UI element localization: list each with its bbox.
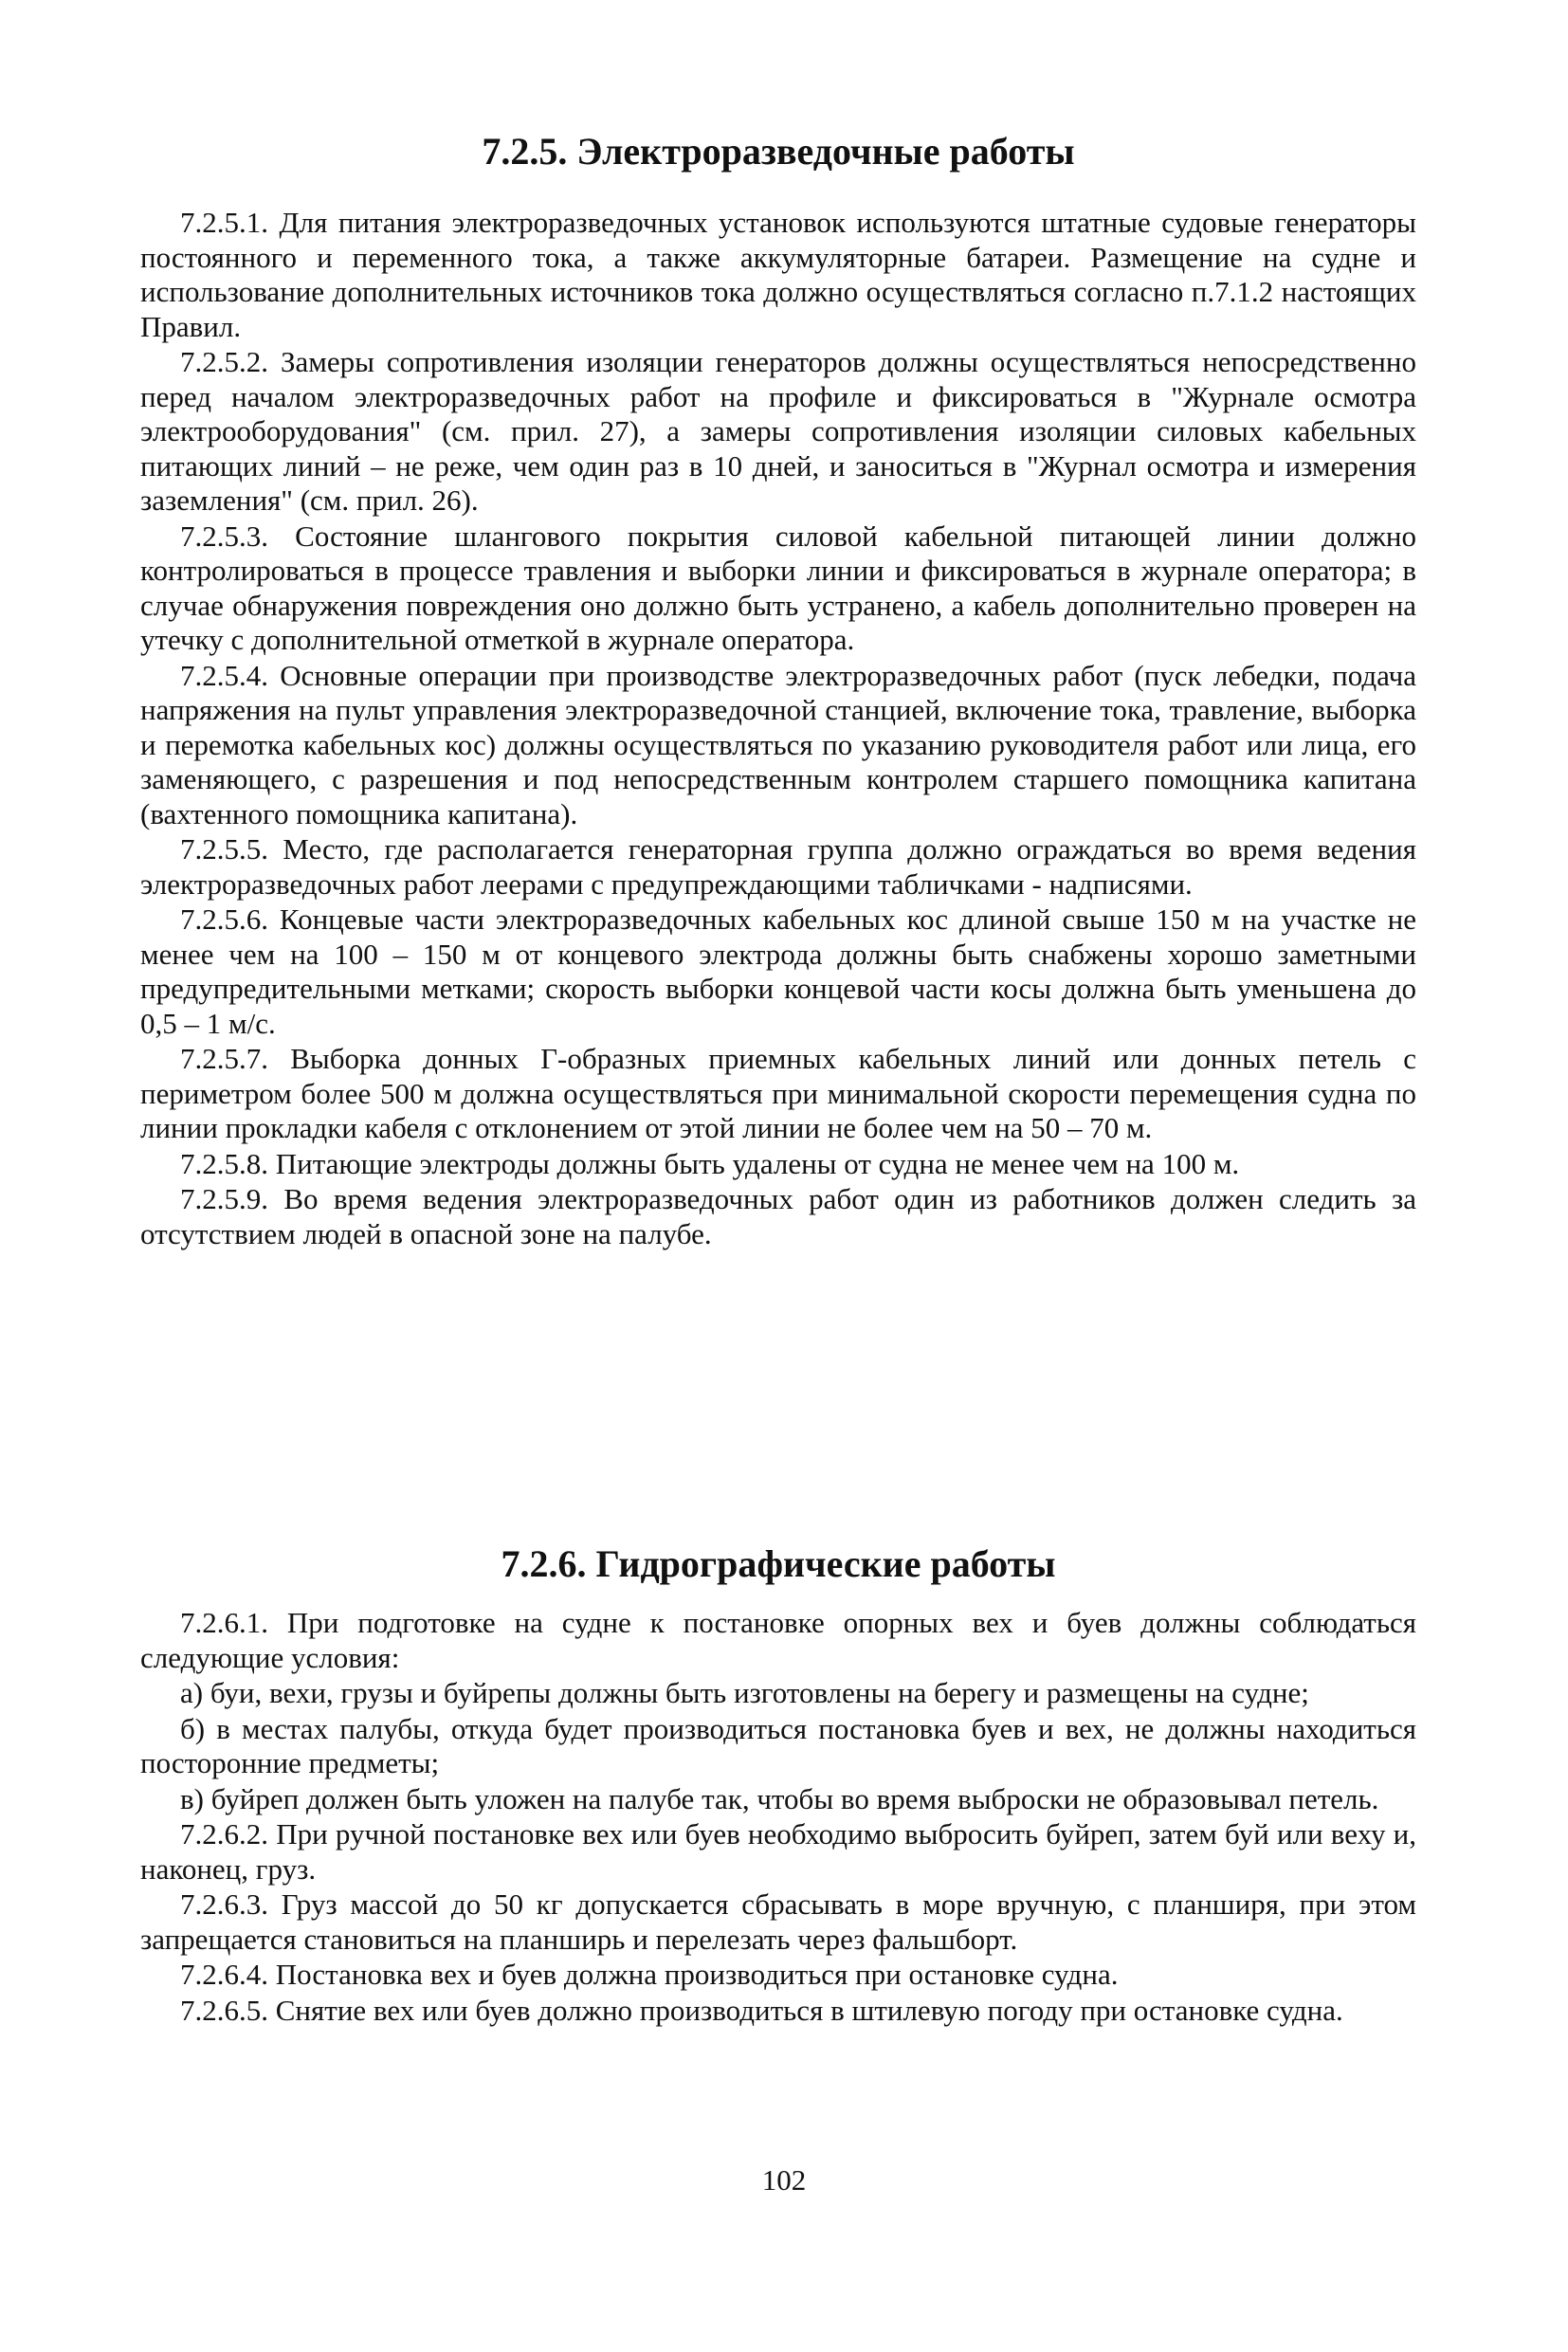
paragraph-7-2-6-5: 7.2.6.5. Снятие вех или буев должно производиться в штилевую погоду при остановке судна.	[180, 1993, 1343, 2027]
section-title: 7.2.5. Электроразведочные работы	[482, 130, 1075, 173]
paragraph-7-2-6-1: 7.2.6.1. При подготовке на судне к постановке опорных вех и буев должны соблюдаться следующие условия:	[140, 1606, 1416, 1674]
paragraph-7-2-6-2: 7.2.6.2. При ручной постановке вех или буев необходимо выбросить буйреп, затем буй или веху и, наконец, груз.	[140, 1817, 1416, 1886]
paragraph-7-2-5-4: 7.2.5.4. Основные операции при производстве электроразведочных работ (пуск лебедки, подача напряжения на пульт управления электроразведочной станцией, включение тока, травление, выборка и перемотка кабельных кос) должны осуществляться по указанию руководителя работ или лица, его заменяющего, с разрешения и под непосредственным контролем старшего помощника капитана (вахтенного помощника капитана).	[140, 658, 1416, 830]
paragraph-7-2-5-3: 7.2.5.3. Состояние шлангового покрытия силовой кабельной питающей линии должно контролироваться в процессе травления и выборки линии и фиксироваться в журнале оператора; в случае обнаружения повреждения оно должно быть устранено, а кабель дополнительно проверен на утечку с дополнительной отметкой в журнале оператора.	[140, 519, 1416, 656]
paragraph-7-2-5-5: 7.2.5.5. Место, где располагается генераторная группа должно ограждаться во время ведения электроразведочных работ леерами с предупреждающими табличками - надписями.	[140, 832, 1416, 901]
paragraph-7-2-5-1: 7.2.5.1. Для питания электроразведочных установок используются штатные судовые генераторы постоянного и переменного тока, а также аккумуляторные батареи. Размещение на судне и использование дополнительных источников тока должно осуществляться согласно п.7.1.2 настоящих Правил.	[140, 206, 1416, 343]
paragraph-7-2-5-8: 7.2.5.8. Питающие электроды должны быть удалены от судна не менее чем на 100 м.	[180, 1146, 1240, 1180]
list-item-a: а) буи, вехи, грузы и буйрепы должны быть изготовлены на берегу и размещены на судне;	[180, 1676, 1309, 1709]
page-number: 102	[761, 2163, 807, 2197]
paragraph-7-2-5-9: 7.2.5.9. Во время ведения электроразведочных работ один из работников должен следить за отсутствием людей в опасной зоне на палубе.	[140, 1182, 1416, 1250]
list-item-b: б) в местах палубы, откуда будет производиться постановка буев и вех, не должны находиться посторонние предметы;	[140, 1711, 1416, 1779]
paragraph-7-2-6-3: 7.2.6.3. Груз массой до 50 кг допускается сбрасывать в море вручную, с планширя, при этом запрещается становиться на планширь и перелезать через фальшборт.	[140, 1887, 1416, 1956]
list-item-v: в) буйреп должен быть уложен на палубе так, чтобы во время выброски не образовывал петель.	[180, 1781, 1379, 1815]
section-7-2-6	[140, 1541, 1416, 2028]
paragraph-7-2-5-7: 7.2.5.7. Выборка донных Г-образных приемных кабельных линий или донных петель с периметром более 500 м должна осуществляться при минимальной скорости перемещения судна по линии прокладки кабеля с отклонением от этой линии не более чем на 50 – 70 м.	[140, 1042, 1416, 1144]
section-7-2-5	[140, 129, 1416, 1251]
paragraph-7-2-5-2: 7.2.5.2. Замеры сопротивления изоляции генераторов должны осуществляться непосредственно перед началом электроразведочных работ на профиле и фиксироваться в "Журнале осмотра электрооборудования" (см. прил. 27), а замеры сопротивления изоляции силовых кабельных питающих линий – не реже, чем один раз в 10 дней, и заноситься в "Журнал осмотра и измерения заземления" (см. прил. 26).	[140, 345, 1416, 517]
paragraph-7-2-5-6: 7.2.5.6. Концевые части электроразведочных кабельных кос длиной свыше 150 м на участке не менее чем на 100 – 150 м от концевого электрода должны быть снабжены хорошо заметными предупредительными метками; скорость выборки концевой части косы должна быть уменьшена до 0,5 – 1 м/с.	[140, 903, 1416, 1040]
section-title: 7.2.6. Гидрографические работы	[501, 1542, 1056, 1585]
paragraph-7-2-6-4: 7.2.6.4. Постановка вех и буев должна производиться при остановке судна.	[180, 1958, 1119, 1991]
